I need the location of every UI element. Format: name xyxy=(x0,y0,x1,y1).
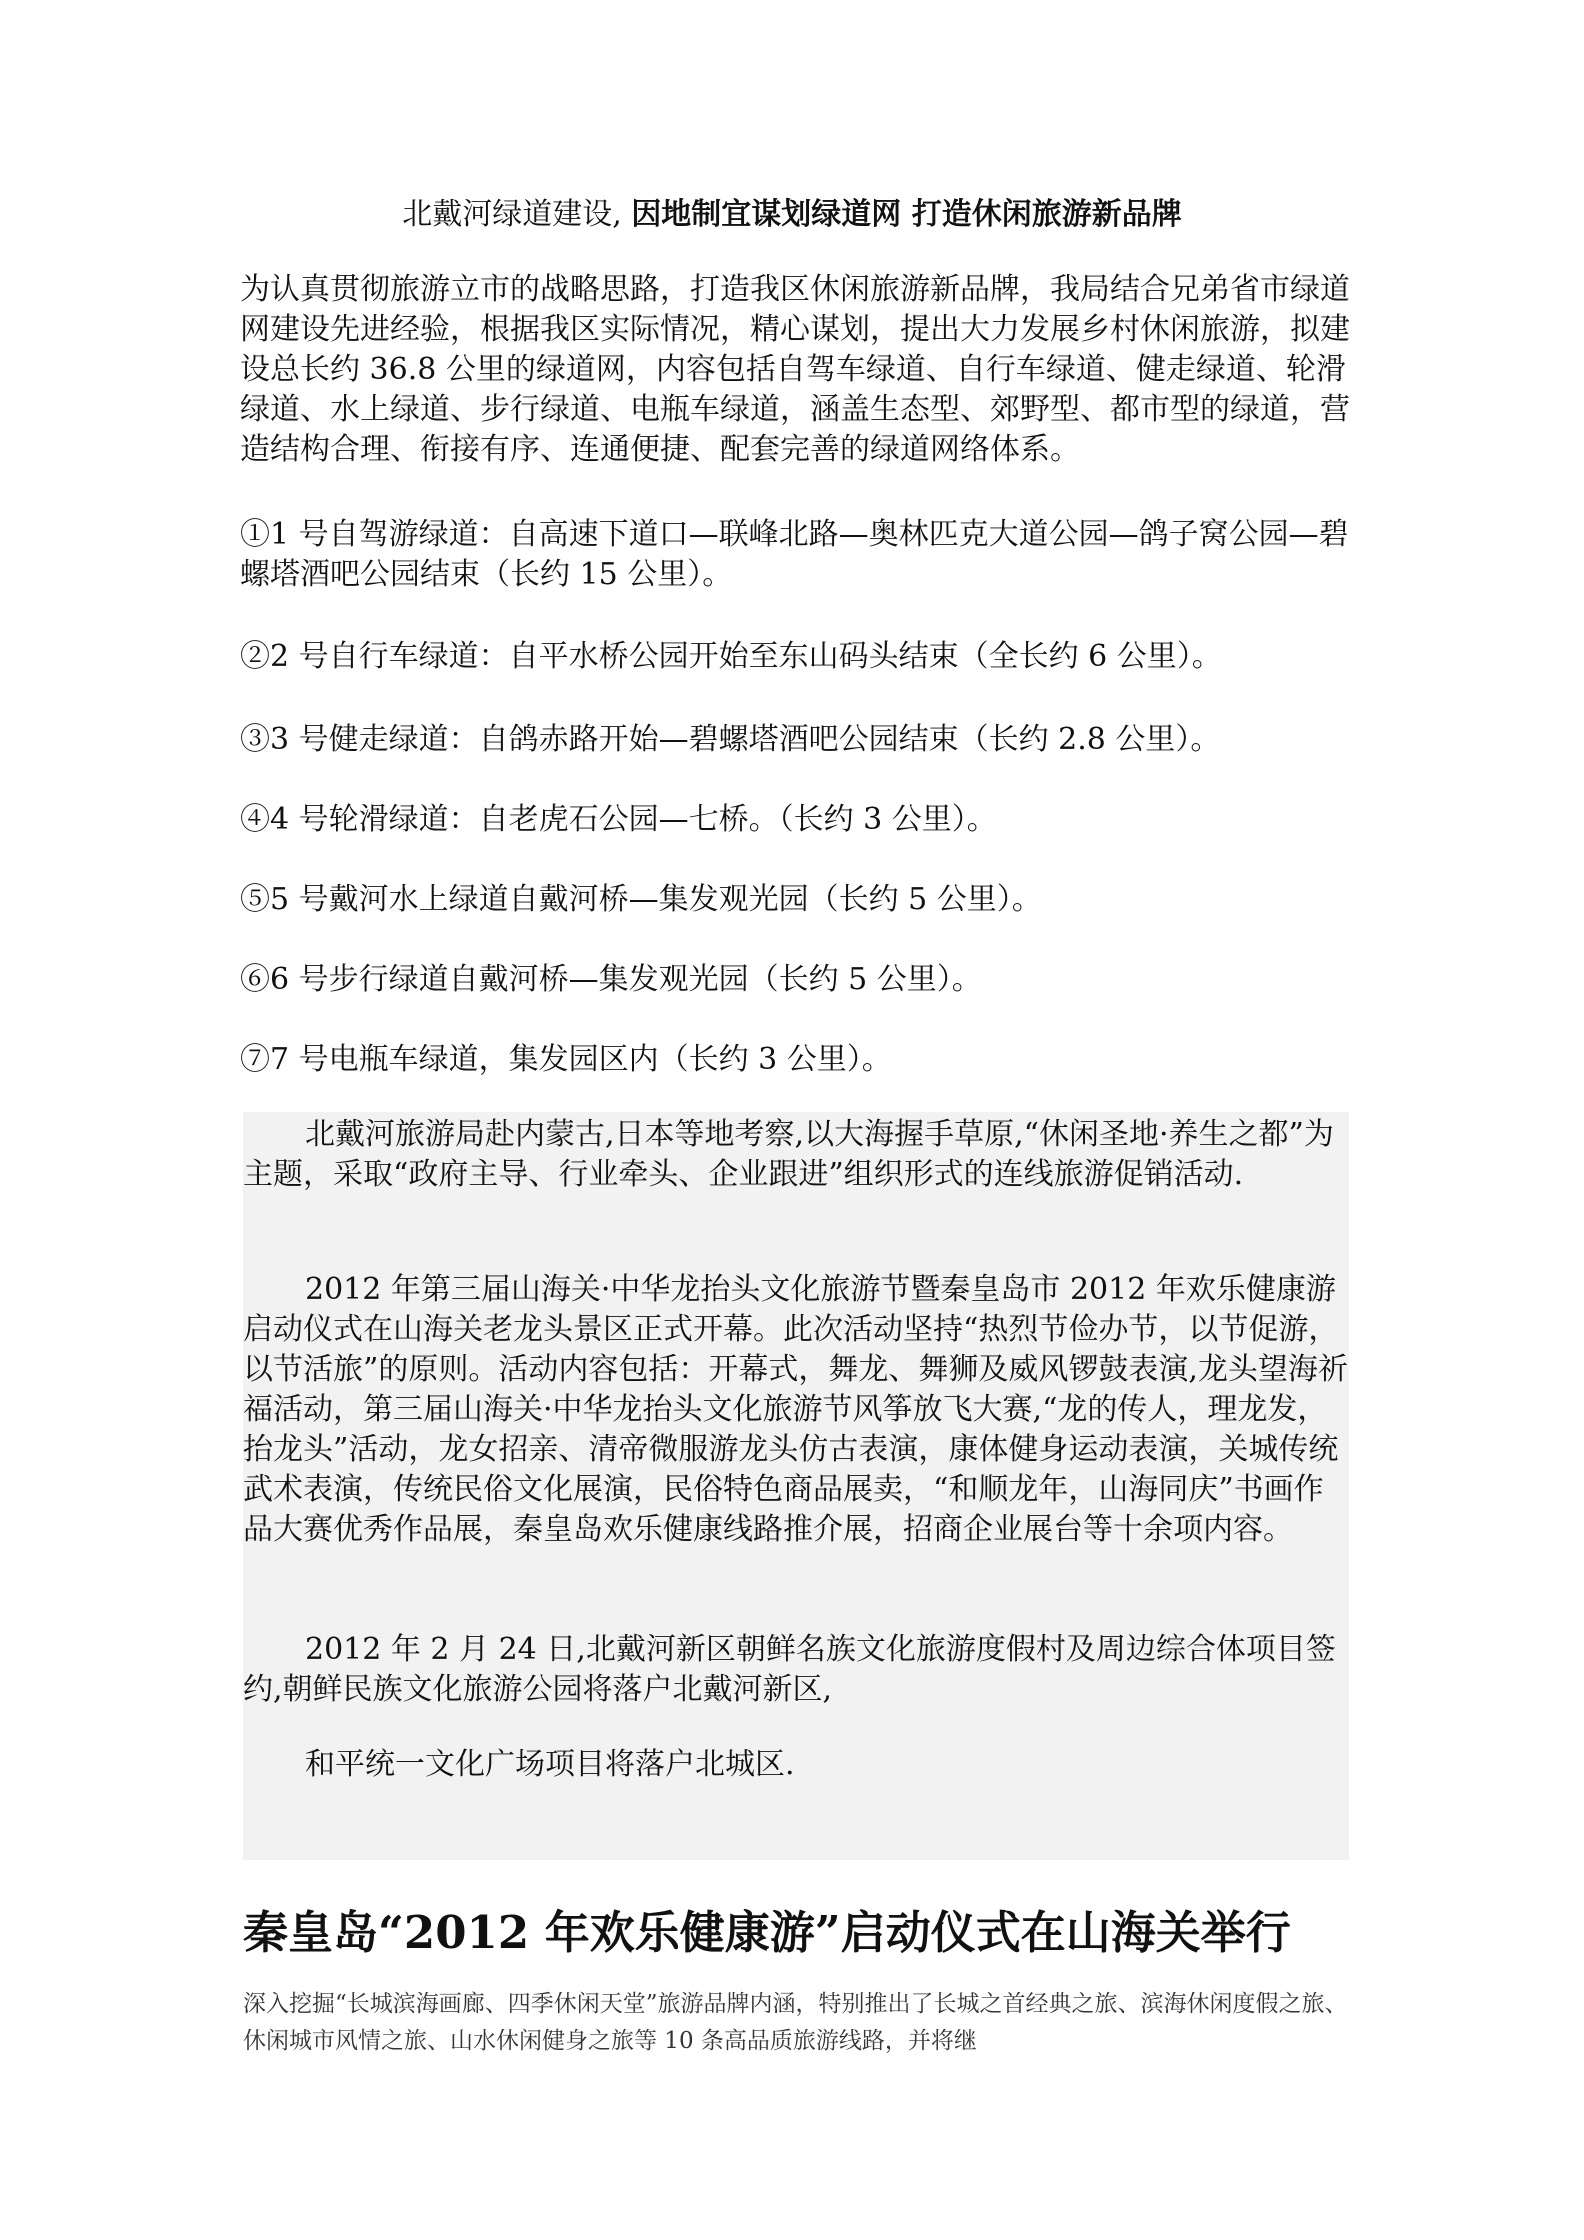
news-paragraph: 2012 年 2 月 24 日,北戴河新区朝鲜名族文化旅游度假村及周边综合体项目签约,朝鲜民族文化旅游公园将落户北戴河新区, xyxy=(243,1632,1336,1707)
heading-year: 2012 xyxy=(403,1906,530,1959)
title-prefix: 北戴河绿道建设, xyxy=(402,197,622,232)
route-item: ⑦7 号电瓶车绿道，集发园区内（长约 3 公里）。 xyxy=(240,1042,892,1077)
route-item: ③3 号健走绿道：自鸽赤路开始—碧螺塔酒吧公园结束（长约 2.8 公里）。 xyxy=(240,722,1221,757)
route-item: ①1 号自驾游绿道：自高速下道口—联峰北路—奥林匹克大道公园—鸽子窝公园—碧螺塔酒吧公园结束（长约 15 公里）。 xyxy=(240,517,1349,592)
heading-part: 秦皇岛“ xyxy=(243,1906,404,1959)
news-paragraph: 和平统一文化广场项目将落户北城区. xyxy=(305,1747,795,1782)
heading-part: 年欢乐健康游”启动仪式在山海关举行 xyxy=(529,1906,1291,1959)
route-item: ⑤5 号戴河水上绿道自戴河桥—集发观光园（长约 5 公里）。 xyxy=(240,882,1042,917)
news-paragraph: 北戴河旅游局赴内蒙古,日本等地考察,以大海握手草原,“休闲圣地·养生之都”为主题，采取“政府主导、行业牵头、企业跟进”组织形式的连线旅游促销活动. xyxy=(243,1117,1334,1192)
route-item: ④4 号轮滑绿道：自老虎石公园—七桥。（长约 3 公里）。 xyxy=(240,802,997,837)
article-title xyxy=(0,195,1584,235)
title-main: 因地制宜谋划绿道网 打造休闲旅游新品牌 xyxy=(631,197,1182,232)
news-paragraph: 2012 年第三届山海关·中华龙抬头文化旅游节暨秦皇岛市 2012 年欢乐健康游启动仪式在山海关老龙头景区正式开幕。此次活动坚持“热烈节俭办节，以节促游，以节活旅”的原则。活动内容包括：开幕式，舞龙、舞狮及威风锣鼓表演,龙头望海祈福活动，第三届山海关·中华龙抬头文化旅游节风筝放飞大赛,“龙的传人，理龙发，抬龙头”活动，龙女招亲、清帝微服游龙头仿古表演，康体健身运动表演，关城传统武术表演，传统民俗文化展演，民俗特色商品展卖，“和顺龙年，山海同庆”书画作品大赛优秀作品展，秦皇岛欢乐健康线路推介展，招商企业展台等十余项内容。 xyxy=(243,1272,1348,1547)
section-heading xyxy=(243,1905,1363,1961)
route-item: ⑥6 号步行绿道自戴河桥—集发观光园（长约 5 公里）。 xyxy=(240,962,982,997)
route-item: ②2 号自行车绿道：自平水桥公园开始至东山码头结束（全长约 6 公里）。 xyxy=(240,639,1222,674)
intro-paragraph: 为认真贯彻旅游立市的战略思路，打造我区休闲旅游新品牌，我局结合兄弟省市绿道网建设先进经验，根据我区实际情况，精心谋划，提出大力发展乡村休闲旅游，拟建设总长约 36.8 公里的绿道网，内容包括自驾车绿道、自行车绿道、健走绿道、轮滑绿道、水上绿道、步行绿道、电瓶车绿道，涵盖生态型、郊野型、都市型的绿道，营造结构合理、衔接有序、连通便捷、配套完善的绿道网络体系。 xyxy=(240,272,1350,467)
section-text: 深入挖掘“长城滨海画廊、四季休闲天堂”旅游品牌内涵，特别推出了长城之首经典之旅、滨海休闲度假之旅、休闲城市风情之旅、山水休闲健身之旅等 10 条高品质旅游线路，并将继 xyxy=(243,1991,1348,2054)
